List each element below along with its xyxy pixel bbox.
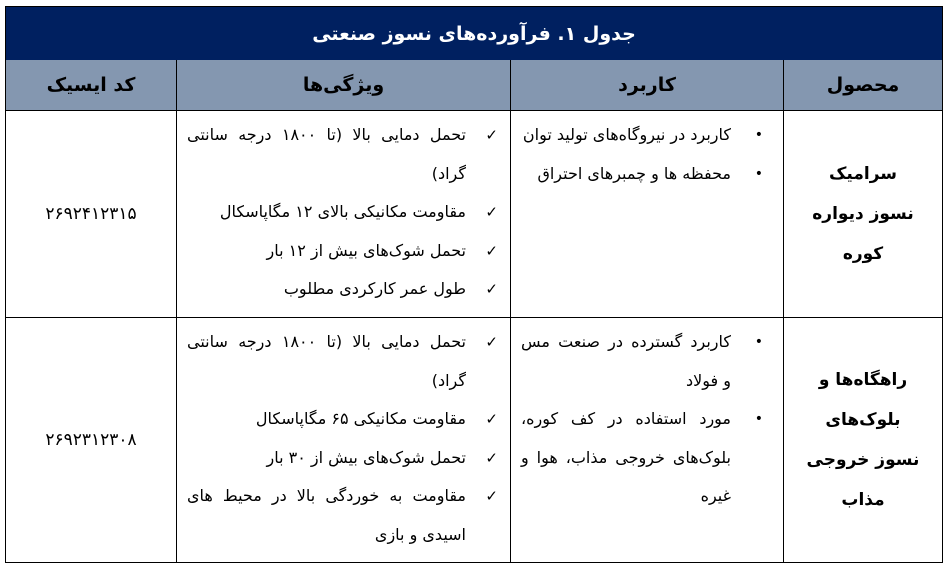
refractory-products-table xyxy=(5,6,943,563)
check-icon: ✓ xyxy=(485,203,498,221)
list-item: ✓ تحمل دمایی بالا (تا ۱۸۰۰ درجه سانتی گراد) xyxy=(187,323,500,400)
table-row xyxy=(6,317,942,562)
check-icon: ✓ xyxy=(485,487,498,505)
list-item: ✓ تحمل دمایی بالا (تا ۱۸۰۰ درجه سانتی گراد) xyxy=(187,116,500,193)
list-item: • مورد استفاده در کف کوره، بلوک‌های خروجی مذاب، هوا و غیره xyxy=(521,400,773,516)
header-usage: کاربرد xyxy=(511,60,784,110)
features-cell xyxy=(177,110,511,317)
list-item: • کاربرد گسترده در صنعت مس و فولاد xyxy=(521,323,773,400)
check-icon: ✓ xyxy=(485,448,498,467)
header-product: محصول xyxy=(826,74,900,96)
list-item: ✓ طول عمر کارکردی مطلوب xyxy=(187,270,500,309)
product-name: سرامیک نسوز دیواره کوره xyxy=(812,163,914,264)
list-item: • محفظه ها و چمبرهای احتراق xyxy=(521,155,773,194)
header-row xyxy=(6,60,942,111)
list-item: ✓ مقاومت مکانیکی ۶۵ مگاپاسکال xyxy=(187,400,500,439)
check-icon: ✓ xyxy=(485,410,498,428)
check-icon: ✓ xyxy=(485,280,498,298)
bullet-icon: • xyxy=(754,165,763,182)
check-icon: ✓ xyxy=(485,126,498,144)
bullet-icon: • xyxy=(754,334,763,350)
check-icon: ✓ xyxy=(485,241,498,260)
product-cell xyxy=(784,110,942,317)
isic-code: ۲۶۹۲۴۱۲۳۱۵ xyxy=(6,110,177,317)
features-cell xyxy=(177,317,511,562)
product-cell xyxy=(784,317,942,562)
bullet-icon: • xyxy=(754,127,763,143)
bullet-icon: • xyxy=(754,411,763,427)
list-item: ✓ مقاومت مکانیکی بالای ۱۲ مگاپاسکال xyxy=(187,193,500,232)
header-features: ویژگی‌ها xyxy=(177,60,511,110)
table-row xyxy=(6,110,942,318)
list-item: ✓ مقاومت به خوردگی بالا در محیط های اسیدی و بازی xyxy=(187,477,500,554)
list-item: ✓ تحمل شوک‌های بیش از ۳۰ بار xyxy=(187,439,500,478)
list-item: ✓ تحمل شوک‌های بیش از ۱۲ بار xyxy=(187,232,500,271)
usage-cell xyxy=(511,110,784,317)
usage-cell xyxy=(511,317,784,562)
check-icon: ✓ xyxy=(485,333,498,351)
isic-code: ۲۶۹۲۳۱۲۳۰۸ xyxy=(6,317,177,562)
product-name: راهگاه‌ها و بلوک‌های نسوز خروجی مذاب xyxy=(806,369,920,510)
table-title: جدول ۱. فرآورده‌های نسوز صنعتی xyxy=(6,7,942,61)
header-code: کد ایسیک xyxy=(6,60,177,110)
list-item: • کاربرد در نیروگاه‌های تولید توان xyxy=(521,116,773,155)
